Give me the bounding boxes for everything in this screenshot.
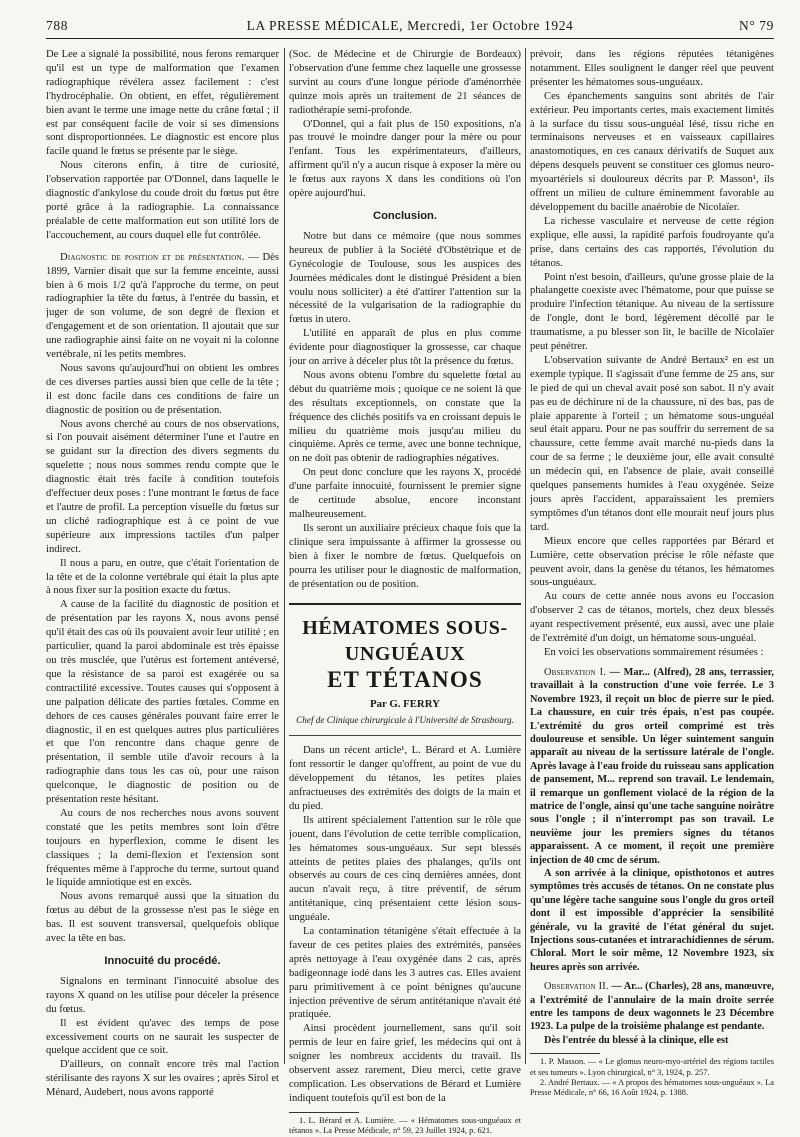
paragraph: O'Donnel, qui a fait plus de 150 expositions, n'a pas trouvé le moindre danger pour la mère ou pour l'enfant. Tous les expérimentateurs, d'ailleurs, affirment qu'il n'y a aucun risque à exposer la mère ou le fœtus aux rayons X dans les conditions où l'on opère aujourd'hui. (289, 118, 521, 200)
issue-number: N° 79 (738, 18, 774, 33)
subheading: Innocuité du procédé. (104, 955, 221, 967)
section-heading: Diagnostic de position et de présentation. (60, 251, 245, 263)
paragraph: Nous savons qu'aujourd'hui on obtient les ombres de ces diverses parties aussi bien que celle de la tête ; il est donc facile dans ces conditions de faire un diagnostic de position ou de présentation. (46, 362, 279, 416)
observation-1: Observation I. — Mar... (Alfred), 28 ans, terrassier, travaillait à la construction d'une voie ferrée. Le 3 Novembre 1923, il reçoit un bloc de pierre sur le pied. La chaussure, en cuir très épais, n'est pas coupée. L'extrémité du gros orteil comprimé est très douloureuse et sensible. Un léger suintement sanguin apparaît au niveau de la sertissure latérale de l'ongle. Après lavage à l'eau froide du ruisseau sans application de pansement, M... reprend son travail. Le lendemain, il remarque un gonflement violacé de la région de la matrice de l'ongle, ainsi qu'une tache sanguine noirâtre sous l'ongle ; il n'interrompt pas son travail. Le neuvième jour les premiers signes du tétanos apparaissent. A ce moment, il reçoit une première injection de 40 cmc de sérum. (530, 666, 774, 866)
footnote: 1. L. Bérard et A. Lumière. — « Hématomes sous-unguéaux et tétanos ». La Presse Médicale, n° 59, 23 Juillet 1924, p. 621. (289, 1115, 521, 1136)
observation-2-continued: Dès l'entrée du blessé à la clinique, elle est (544, 1034, 729, 1046)
paragraph: La richesse vasculaire et nerveuse de cette région explique, elle aussi, la rapidité parfois foudroyante qu'a prise, dans certains des cas rapportés, l'évolution du tétanos. (530, 215, 774, 269)
section-paragraph: Diagnostic de position et de présentation. — Dès 1899, Varnier disait que sur la femme enceinte, aussi bien à 6 mois 1/2 qu'à l'approche du terme, on peut radiographier la tête du fœtus, à l'entrée du bassin, et juger de son volume, de son degré de flexion et d'engagement et de son orientation. Il ajoutait que sur une radiographie ainsi faite on ne voyait ni la colonne vertébrale, ni les petits membres. (46, 251, 279, 361)
paragraph: Nous citerons enfin, à titre de curiosité, l'observation rapportée par O'Donnel, dans laquelle le diagnostic d'ankylose du coude droit du fœtus put être porté grâce à la radiographie. La connaissance préalable de cette malformation eut son utilité lors de l'accouchement, au cours duquel elle fut contrôlée. (46, 160, 279, 241)
observation-1-continued: A son arrivée à la clinique, opisthotonos et autres symptômes très accusés de tétanos. On ne constate plus qu'une légère tache sanguine sous l'ongle du gros orteil dont il est impossible d'apprécier la sensibilité générale, vu la gravité de l'état général du sujet. Injections sous-cutanées et intrarachidiennes de sérum. Chloral. Mort le soir même, 12 Novembre 1923, six heures après son arrivée. (530, 867, 774, 973)
paragraph: Signalons en terminant l'innocuité absolue des rayons X quand on les utilise pour déceler la présence du fœtus. (46, 975, 279, 1015)
paragraph: En voici les observations sommairement résumées : (544, 646, 764, 658)
journal-title: LA PRESSE MÉDICALE, Mercredi, 1er Octobre 1924 (246, 18, 574, 33)
page-number: 788 (46, 18, 69, 33)
footnote-rule (289, 1112, 359, 1113)
paragraph: Ainsi procèdent journellement, sans qu'il soit permis de leur en faire grief, les médecins qui ont à soigner les nombreux accidents du travail. Ils observent assez rarement, Dieu merci, cette grave complication. Les observations de Bérard et Lumière indiquent toutefois qu'il est bon de la (289, 1023, 521, 1104)
paragraph: L'utilité en apparaît de plus en plus comme évidente pour diagnostiquer la grossesse, car chaque jour on arrive à déceler plus tôt la présence du fœtus. (289, 328, 521, 368)
paragraph: Nous avons obtenu l'ombre du squelette fœtal au début du quatrième mois ; quoique ce ne soient là que des résultats exceptionnels, on constate que la fréquence des clichés positifs va en croissant depuis le milieu du quatrième mois jusqu'au milieu du cinquième. Après ce terme, avec une bonne technique, on ne doit pas obtenir de radiographies négatives. (289, 369, 521, 465)
paragraph: Nous avons cherché au cours de nos observations, si l'on pouvait aisément déterminer l'une et l'autre en se guidant sur la direction des divers segments du squelette ; nous nous sommes rendu compte que le diagnostic était très facile à condition toutefois d'effectuer deux poses : l'une montrant le fœtus de face et l'autre de profil. La perception visuelle du fœtus sur un cliché radiographique est à ce point de vue supérieure aux impressions tactiles d'un palper indirect. (46, 418, 279, 555)
observation-label: Observation II. (544, 981, 609, 993)
paragraph: Ces épanchements sanguins sont abrités de l'air extérieur. Peu importants certes, mais exactement limités à la surface du tissu sous-unguéal lésé, tissu riche en terminaisons nerveuses et en vaisseaux capillaires anastomotiques, en ces canaux dérivatifs de Suquet aux dépens desquels peuvent se constituer ces glomus neuro-myoartériels si douloureux décrits par P. Masson¹, ils offrent un milieu de culture éminemment favorable au développement du bacille anaérobie de Nicolaïer. (530, 90, 774, 213)
paragraph: Dans un récent article¹, L. Bérard et A. Lumière font ressortir le danger qu'offrent, au point de vue du développement du tétanos, les petites plaies anfractueuses des extrémités des doigts de la main et du pied. (289, 745, 521, 812)
column-2 (289, 48, 521, 1137)
column-divider (525, 48, 526, 1064)
article-title-block (289, 603, 521, 736)
paragraph: Ils seront un auxiliaire précieux chaque fois que la clinique sera impuissante à affirmer la grossesse ou bien à fixer le nombre de fœtus. Quelquefois on pourra les utiliser pour le diagnostic de malformation, de présentation ou de position. (289, 522, 521, 590)
column-1 (46, 48, 279, 1100)
column-3 (530, 48, 774, 1099)
page-header (46, 16, 774, 39)
footnote: 2. André Bertaux. — « A propos des hématomes sous-unguéaux ». La Presse Médicale, n° 66, 16 Août 1924, p. 1388. (530, 1078, 774, 1098)
paragraph: La contamination tétanigène s'était effectuée à la faveur de ces petites plaies des extrémités, pansées après nettoyage à l'eau oxygénée dans 2 cas, après badigeonnage iodé dans les 3 autres cas. Elles avaient paru primitivement à ce point bénignes qu'aucune injection préventive de sérum antitétanique n'avait été pratiquée. (289, 926, 521, 1021)
paragraph: L'observation suivante de André Bertaux² en est un exemple typique. Il s'agissait d'une femme de 25 ans, sur le pied de qui un cheval avait posé son sabot. Il n'y avait pas eu de déchirure ni de la chaussure, ni des bas, pas de plaie apparente à l'orteil ; un hématome sous-unguéal seul était apparu. Pour ne pas souffrir du serrement de sa chaussure, cette femme avait marché nu-pieds dans la cour de sa ferme ; le deuxième jour, elle avait consulté un médecin qui, en l'absence de plaie, avait conseillé quelques pansements humides à l'eau oxygénée. Seize jours après l'accident, apparaissaient les premiers symptômes d'un tétanos dont elle mourait neuf jours plus tard. (530, 354, 774, 533)
paragraph: On peut donc conclure que les rayons X, procédé d'une parfaite innocuité, fournissent le premier signe de certitude absolue, encore inconstant malheureusement. (289, 467, 521, 520)
paragraph: prévoir, dans les régions réputées tétanigènes notamment. Elles soulignent le danger réel que peuvent présenter les hématomes sous-unguéaux. (530, 49, 774, 88)
column-divider (284, 48, 285, 1064)
paragraph: Il nous a paru, en outre, que c'était l'orientation de la tête et de la colonne vertébrale qui était la plus apte à nous fixer sur la position exacte du fœtus. (46, 557, 279, 597)
paragraph: Au cours de cette année nous avons eu l'occasion d'observer 2 cas de tétanos, mortels, chez deux blessés ayant respectivement présenté, eux aussi, avec une plaie de l'extrémité d'un doigt, un hématome sous-unguéal. (530, 591, 774, 645)
conclusion-heading: Conclusion. (372, 209, 438, 222)
author-affiliation: Chef de Clinique chirurgicale à l'Université de Strasbourg. (296, 715, 514, 726)
article-title: HÉMATOMES SOUS-UNGUÉAUX ET TÉTANOS (302, 617, 508, 693)
paragraph: A cause de la facilité du diagnostic de position et de présentation par les rayons X, nous avons pensé qu'il était des cas où ils pouvaient avoir leur utilité ; en particulier, quand la paroi abdominale est très épaisse ou très musclée, que l'utérus est fortement antéversé, que la résistance de sa paroi est exagérée ou sa contractilité excessive. Toutes causes qui s'opposent à une palpation délicate des parties fœtales. Comme en dehors de ces causes générales pouvant faire errer le diagnostic, il en est quelques autres plus particulières et que l'on rencontre dans chaque genre de présentation, il semble utile d'avoir recours à la radiographie dans tous les cas où, pour une raison quelconque, le diagnostic de position ou de présentation reste hésitant. (46, 599, 279, 806)
paragraph: Mieux encore que celles rapportées par Bérard et Lumière, cette observation précise le rôle néfaste que peuvent avoir, dans la genèse du tétanos, les hématomes sous-unguéaux. (530, 535, 774, 589)
paragraph: Au cours de nos recherches nous avons souvent constaté que les petits membres sont loin d'être toujours en hyperflexion, comme le disent les classiques ; la demi-flexion et l'extension sont fréquentes même à l'approche du terme, surtout quand le liquide amniotique est en excès. (46, 807, 279, 889)
paragraph: Notre but dans ce mémoire (que nous sommes heureux de publier à la Société d'Obstétrique et de Gynécologie de Toulouse, sous les auspices des Journées médicales dont le distingué Président a bien voulu nous solliciter) a été d'attirer l'attention sur la nécessité de la vulgarisation de la radiographie du fœtus in utero. (289, 230, 521, 326)
paragraph: Il est évident qu'avec des temps de pose excessivement courts on ne saurait les suspecter de quelque accident que ce soit. (46, 1017, 279, 1057)
footnote-rule (530, 1053, 600, 1054)
paragraph: Nous avons remarqué aussi que la situation du fœtus au début de la grossesse n'est pas le siège en bas. Il est souvent transversal, quelquefois oblique avec la tête en bas. (46, 891, 279, 945)
observation-2: Observation II. — Ar... (Charles), 28 ans, manœuvre, a l'extrémité de l'annulaire de la main droite serrée entre les tampons de deux wagonnets le 23 Décembre 1923. La pulpe de la troisième phalange est pendante. (530, 981, 774, 1033)
paragraph: De Lee a signalé la possibilité, nous ferons remarquer qu'il est un type de malformation que l'examen radiographique révélera assez facilement : c'est l'hydrocéphalie. On obtient, en effet, régulièrement bien avant le terme une image nette du crâne fœtal ; il est par conséquent facile de voir si ses dimensions sont disproportionnées. Le diagnostic est encore plus facile quand le fœtus se présente par le siège. (46, 49, 279, 158)
observation-label: Observation I. (544, 666, 606, 678)
paragraph: D'ailleurs, on connaît encore très mal l'action stérilisante des rayons X sur les ovaires ; après Sirol et Ménard, Audebert, nous avons rapporté (46, 1059, 279, 1099)
paragraph: Point n'est besoin, d'ailleurs, qu'une grosse plaie de la phalangette coexiste avec l'hématome, pour que puisse se produire l'infection tétanique. Au niveau de la sertissure de l'ongle, dont le bord, légèrement décollé par le traumatisme, a pu blesser son lit, le bacille de Nicolaïer peut pénétrer. (530, 271, 774, 353)
footnote: 1. P. Masson. — « Le glomus neuro-myo-artériel des régions tactiles et ses tumeurs ». Lyon chirurgical, n° 3, 1924, p. 257. (530, 1057, 774, 1077)
paragraph: (Soc. de Médecine et de Chirurgie de Bordeaux) l'observation d'une femme chez laquelle une grossesse survint au cours d'une longue période d'aménorrhée quinze mois après un traitement de 21 séances de radiothérapie semi-profonde. (289, 49, 521, 116)
paragraph: Ils attirent spécialement l'attention sur le rôle que jouent, dans l'évolution de cette terrible complication, les hématomes sous-unguéaux. Sur sept blessés atteints de petites plaies des phalanges, qu'ils ont observés au cours de ces cinq dernières années, dont aucun n'avait reçu, à titre préventif, de sérum antitétanique, cinq présentaient cette lésion sous-unguéale. (289, 814, 521, 924)
author-byline: Par G. FERRY (370, 698, 440, 711)
